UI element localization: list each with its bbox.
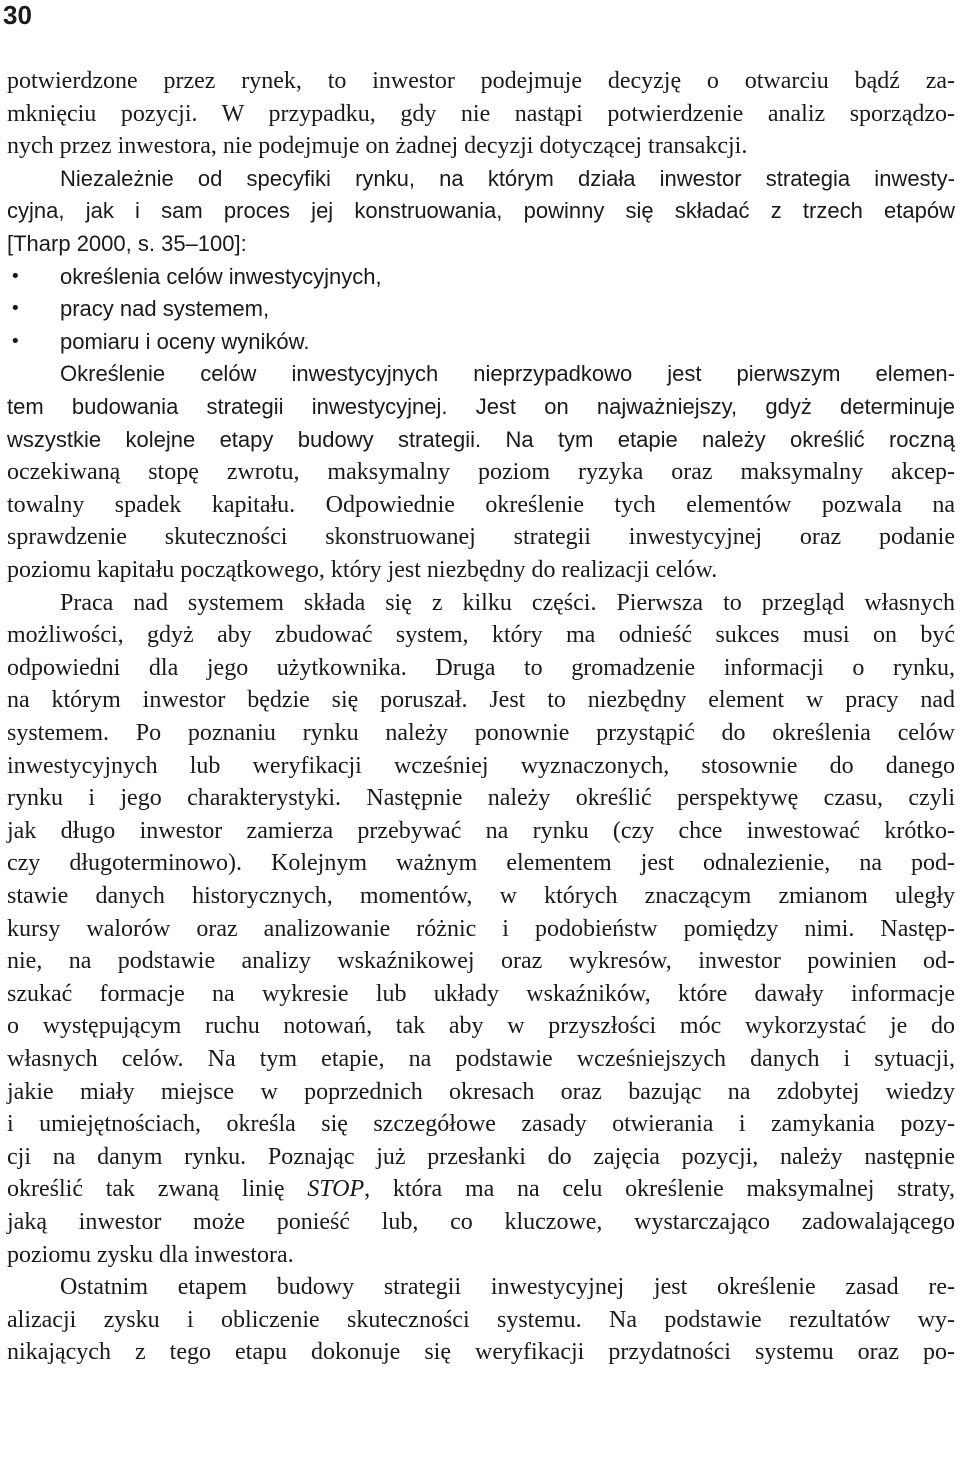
text-line: cyjna, jak i sam proces jej konstruowania, powinny się składać z trzech etapów [7, 198, 955, 224]
stop-term: STOP [307, 1176, 365, 1203]
text-segment: , która ma na celu określenie maksymalnej straty, [364, 1176, 955, 1203]
text-line: wszystkie kolejne etapy budowy strategii. Na tym etapie należy określić roczną [7, 426, 955, 452]
text-line: oczekiwaną stopę zwrotu, maksymalny poziom ryzyka oraz maksymalny akcep- [7, 459, 955, 486]
text-line: poziomu zysku dla inwestora. [7, 1241, 294, 1268]
text-line: inwestycyjnych lub weryfikacji wcześniej wyznaczonych, stosownie do danego [7, 752, 955, 779]
text-line: towalny spadek kapitału. Odpowiednie określenie tych elementów pozwala na [7, 491, 955, 518]
text-line: odpowiedni dla jego użytkownika. Druga to gromadzenie informacji o rynku, [7, 654, 955, 681]
text-line: szukać formacje na wykresie lub układy wskaźników, które dawały informacje [7, 980, 955, 1007]
text-line: rynku i jego charakterystyki. Następnie należy określić perspektywę czasu, czyli [7, 785, 955, 812]
text-line: jakie miały miejsce w poprzednich okresach oraz bazując na zdobytej wiedzy [7, 1078, 955, 1105]
text-line: systemem. Po poznaniu rynku należy ponownie przystąpić do określenia celów [7, 720, 955, 746]
page-number: 30 [3, 0, 32, 30]
text-line: Praca nad systemem składa się z kilku części. Pierwsza to przegląd własnych [60, 589, 955, 616]
text-line: własnych celów. Na tym etapie, na podstawie wcześniejszych danych i sytuacji, [7, 1046, 955, 1072]
text-line: [Tharp 2000, s. 35–100]: [7, 231, 247, 256]
text-line: nie, na podstawie analizy wskaźnikowej oraz wykresów, inwestor powinien od- [7, 948, 955, 975]
text-line: czy długoterminowo). Kolejnym ważnym elementem jest odnalezienie, na pod- [7, 850, 955, 877]
text-line: na którym inwestor będzie się poruszał. Jest to niezbędny element w pracy nad [7, 687, 955, 714]
bullet-item: pracy nad systemem, [60, 296, 270, 322]
bullet-item: pomiaru i oceny wyników. [60, 328, 310, 354]
bullet-marker: • [10, 330, 21, 352]
text-line: cji na danym rynku. Poznając już przesłanki do zajęcia pozycji, należy następnie [7, 1143, 955, 1170]
text-line: i umiejętnościach, określa się szczegółowe zasady otwierania i zamykania pozy- [7, 1111, 955, 1138]
text-line: jak długo inwestor zamierza przebywać na rynku (czy chce inwestować krótko- [7, 817, 955, 844]
text-line: możliwości, gdyż aby zbudować system, który ma odnieść sukces musi on być [7, 622, 955, 649]
text-line: stawie danych historycznych, momentów, w których znaczącym zmianom uległy [7, 883, 955, 909]
text-line: o występującym ruchu notowań, tak aby w przyszłości móc wykorzystać je do [7, 1013, 955, 1040]
text-line: potwierdzone przez rynek, to inwestor podejmuje decyzję o otwarciu bądź za- [7, 68, 955, 94]
bullet-item: określenia celów inwestycyjnych, [60, 263, 382, 289]
text-line: sprawdzenie skuteczności skonstruowanej strategii inwestycyjnej oraz podanie [7, 524, 955, 551]
text-line: nikających z tego etapu dokonuje się weryfikacji przydatności systemu oraz po- [7, 1339, 955, 1366]
text-line: Niezależnie od specyfiki rynku, na którym działa inwestor strategia inwesty- [60, 165, 955, 191]
text-line: poziomu kapitału początkowego, który jest niezbędny do realizacji celów. [7, 557, 718, 583]
text-line: tem budowania strategii inwestycyjnej. Jest on najważniejszy, gdyż determinuje [7, 394, 955, 419]
text-line-stop [7, 1175, 955, 1203]
bullet-marker: • [10, 265, 21, 287]
text-line: mknięciu pozycji. W przypadku, gdy nie nastąpi potwierdzenie analiz sporządzo- [7, 100, 955, 127]
text-line: kursy walorów oraz analizowanie różnic i podobieństw pomiędzy nimi. Następ- [7, 915, 955, 942]
text-segment: określić tak zwaną linię [7, 1176, 308, 1203]
text-line: jaką inwestor może ponieść lub, co kluczowe, wystarczająco zadowalającego [7, 1209, 955, 1235]
text-line: alizacji zysku i obliczenie skuteczności systemu. Na podstawie rezultatów wy- [7, 1306, 955, 1333]
text-line: Ostatnim etapem budowy strategii inwestycyjnej jest określenie zasad re- [60, 1274, 955, 1301]
text-line: nych przez inwestora, nie podejmuje on żadnej decyzji dotyczącej transakcji. [7, 133, 748, 160]
text-line: Określenie celów inwestycyjnych nieprzypadkowo jest pierwszym elemen- [60, 361, 955, 387]
bullet-marker: • [10, 298, 21, 320]
